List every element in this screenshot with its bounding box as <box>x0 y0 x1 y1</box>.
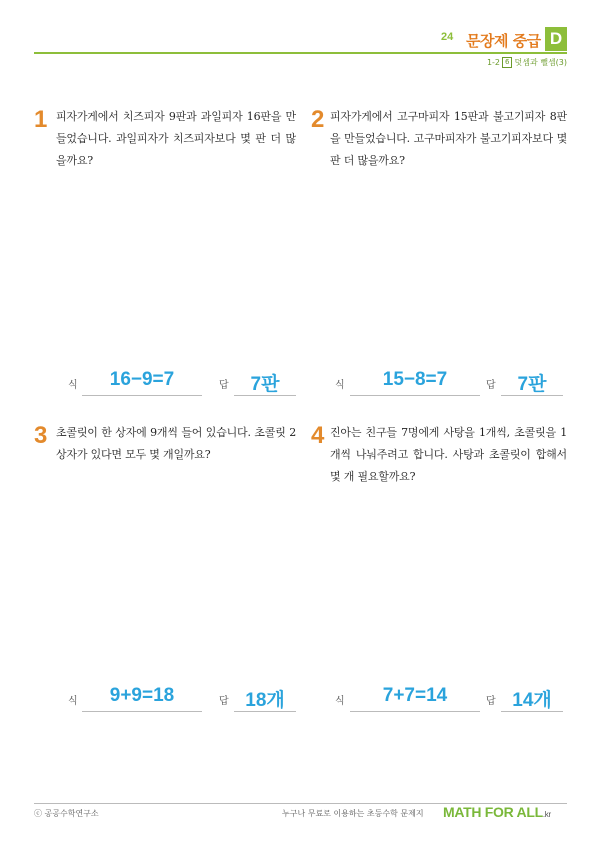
problem-text: 진아는 친구들 7명에게 사탕을 1개씩, 초콜릿을 1개씩 나눠주려고 합니다. 사탕과 초콜릿이 합해서 몇 개 필요할까요? <box>330 426 567 483</box>
brand-name: MATH FOR ALL <box>443 804 543 820</box>
answer-label: 답 <box>486 696 496 707</box>
answer-underline <box>234 395 296 396</box>
problem-text: 피자가게에서 고구마피자 15판과 불고기피자 8판을 만들었습니다. 고구마피자가 불고기피자보다 몇 판 더 많을까요? <box>330 110 567 167</box>
answer-label: 답 <box>486 380 496 391</box>
brand-logo[interactable] <box>443 804 551 820</box>
brand-suffix: .kr <box>542 810 551 819</box>
worksheet-title: 문장제 중급 <box>466 32 541 50</box>
footer-tagline: 누구나 무료로 이용하는 초등수학 문제지 <box>282 809 424 818</box>
answer-underline <box>501 711 563 712</box>
answer-label: 답 <box>219 696 229 707</box>
expression-label: 식 <box>68 696 78 707</box>
problem-number: 3 <box>34 422 48 449</box>
expression-underline <box>82 395 202 396</box>
problem-number: 2 <box>311 106 325 133</box>
answer-label: 답 <box>219 380 229 391</box>
expression-label: 식 <box>68 380 78 391</box>
unit-name: 덧셈과 뺄셈(3) <box>514 58 567 67</box>
expression-underline <box>350 711 480 712</box>
problem-number: 4 <box>311 422 325 449</box>
expression-answer[interactable]: 9+9=18 <box>109 685 175 706</box>
final-answer[interactable]: 7판 <box>517 374 547 395</box>
level-badge: D <box>545 27 567 51</box>
unit-box: 6 <box>502 57 512 68</box>
expression-answer[interactable]: 7+7=14 <box>382 685 448 706</box>
final-answer[interactable]: 14개 <box>512 690 552 711</box>
expression-label: 식 <box>335 380 345 391</box>
problem-text: 피자가게에서 치즈피자 9판과 과일피자 16판을 만들었습니다. 과일피자가 치즈피자보다 몇 판 더 많을까요? <box>56 110 296 167</box>
expression-underline <box>350 395 480 396</box>
expression-label: 식 <box>335 696 345 707</box>
unit-code: 1-2 <box>486 58 501 67</box>
final-answer[interactable]: 7판 <box>250 374 280 395</box>
page-number: 24 <box>441 31 454 43</box>
header-divider <box>34 52 567 54</box>
problem-number: 1 <box>34 106 48 133</box>
copyright: ⓒ 공공수학연구소 <box>34 809 99 818</box>
unit-label <box>487 57 567 68</box>
final-answer[interactable]: 18개 <box>245 690 285 711</box>
expression-answer[interactable]: 15−8=7 <box>382 369 448 390</box>
expression-underline <box>82 711 202 712</box>
answer-underline <box>234 711 296 712</box>
problem-text: 초콜릿이 한 상자에 9개씩 들어 있습니다. 초콜릿 2상자가 있다면 모두 몇 개일까요? <box>56 426 296 461</box>
answer-underline <box>501 395 563 396</box>
expression-answer[interactable]: 16−9=7 <box>109 369 175 390</box>
